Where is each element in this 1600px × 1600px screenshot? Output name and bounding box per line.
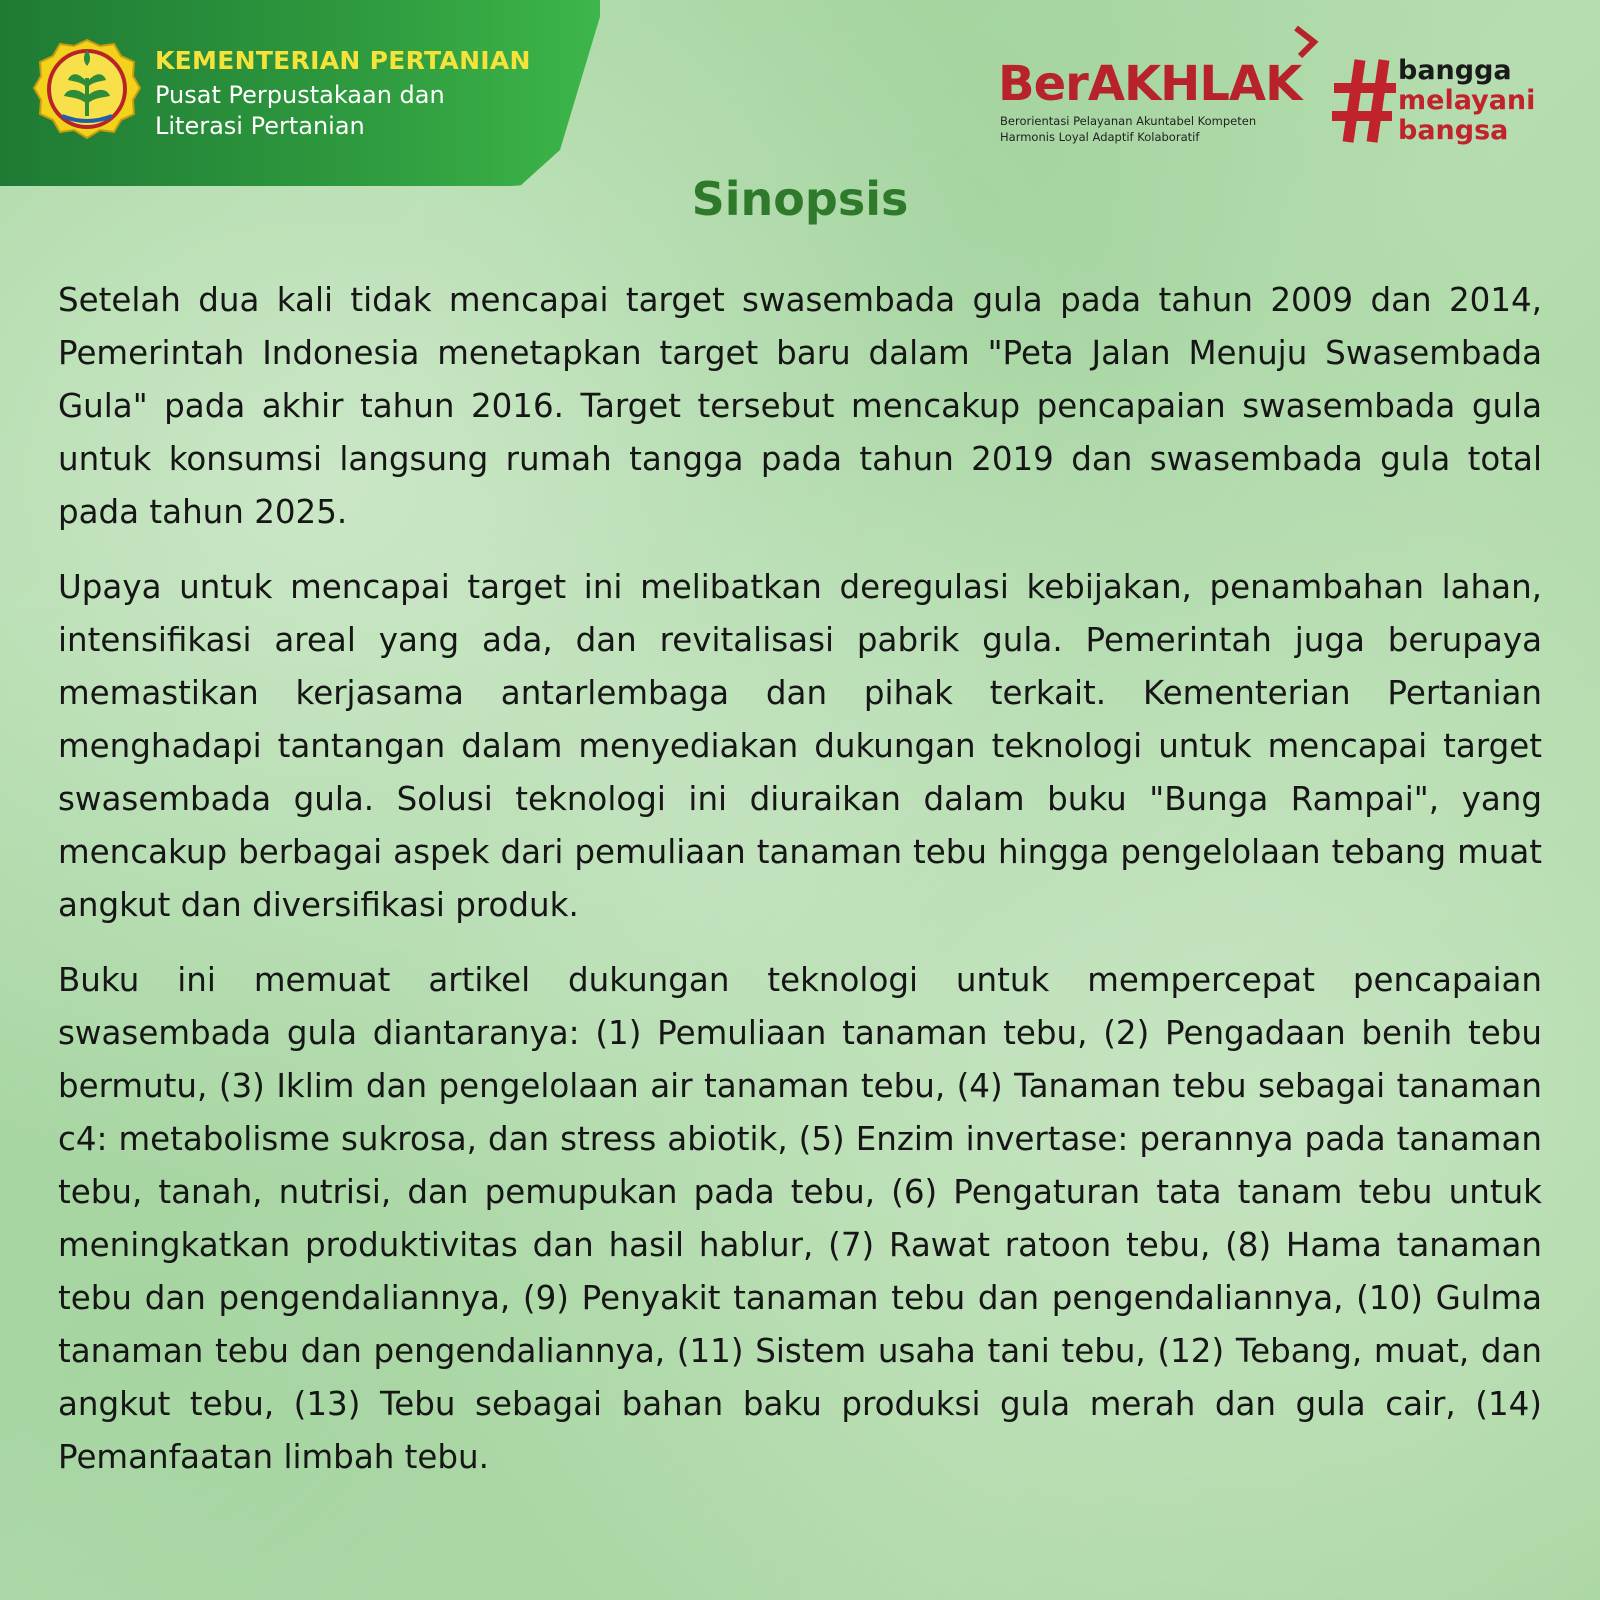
chevron-right-icon bbox=[1290, 24, 1330, 64]
paragraph-1: Setelah dua kali tidak mencapai target swasembada gula pada tahun 2009 dan 2014, Pemerintah Indonesia menetapkan target baru dalam "Peta Jalan Menuju Swasembada Gula" pada akhir tahun 2016. Target tersebut mencakup pencapaian swasembada gula untuk konsumsi langsung rumah tangga pada tahun 2019 dan swasembada gula total pada tahun 2025. bbox=[58, 281, 1542, 531]
paragraph-2: Upaya untuk mencapai target ini melibatkan deregulasi kebijakan, penambahan lahan, intensifikasi areal yang ada, dan revitalisasi pabrik gula. Pemerintah juga berupaya memastikan kerjasama antarlembaga dan pihak terkait. Kementerian Pertanian menghadapi tantangan dalam menyediakan dukungan teknologi untuk mencapai target swasembada gula. Solusi teknologi ini diuraikan dalam buku "Bunga Rampai", yang mencakup berbagai aspek dari pemuliaan tanaman tebu hingga pengelolaan tebang muat angkut dan diversifikasi produk. bbox=[58, 568, 1542, 924]
synopsis-body bbox=[58, 274, 1542, 1506]
berakhlak-values-line2: Harmonis Loyal Adaptif Kolaboratif bbox=[1000, 130, 1200, 144]
page-title: Sinopsis bbox=[691, 172, 909, 226]
ministry-subtitle bbox=[155, 80, 445, 142]
berakhlak-values-line1: Berorientasi Pelayanan Akuntabel Kompeten bbox=[1000, 114, 1257, 128]
paragraph-3: Buku ini memuat artikel dukungan teknologi untuk mempercepat pencapaian swasembada gula diantaranya: (1) Pemuliaan tanaman tebu, (2) Pengadaan benih tebu bermutu, (3) Iklim dan pengelolaan air tanaman tebu, (4) Tanaman tebu sebagai tanaman c4: metabolisme sukrosa, dan stress abiotik, (5) Enzim invertase: perannya pada tanaman tebu, tanah, nutrisi, dan pemupukan pada tebu, (6) Pengaturan tata tanam tebu untuk meningkatkan produktivitas dan hasil hablur, (7) Rawat ratoon tebu, (8) Hama tanaman tebu dan pengendaliannya, (9) Penyakit tanaman tebu dan pengendaliannya, (10) Gulma tanaman tebu dan pengendaliannya, (11) Sistem usaha tani tebu, (12) Tebang, muat, dan angkut tebu, (13) Tebu sebagai bahan baku produksi gula merah dan gula cair, (14) Pemanfaatan limbah tebu. bbox=[58, 961, 1542, 1476]
ministry-title: KEMENTERIAN PERTANIAN bbox=[155, 46, 531, 75]
tagline-line3: bangsa bbox=[1398, 115, 1509, 146]
berakhlak-values bbox=[1000, 113, 1256, 145]
ministry-emblem-icon bbox=[32, 38, 142, 148]
tagline-line1: bangga bbox=[1398, 55, 1512, 86]
ministry-subtitle-line2: Literasi Pertanian bbox=[155, 112, 365, 140]
tagline bbox=[1398, 56, 1535, 146]
ministry-subtitle-line1: Pusat Perpustakaan dan bbox=[155, 81, 445, 109]
hashtag-icon bbox=[1330, 56, 1400, 146]
tagline-line2: melayani bbox=[1398, 85, 1536, 116]
berakhlak-logo-text: BerAKHLAK bbox=[998, 56, 1302, 112]
